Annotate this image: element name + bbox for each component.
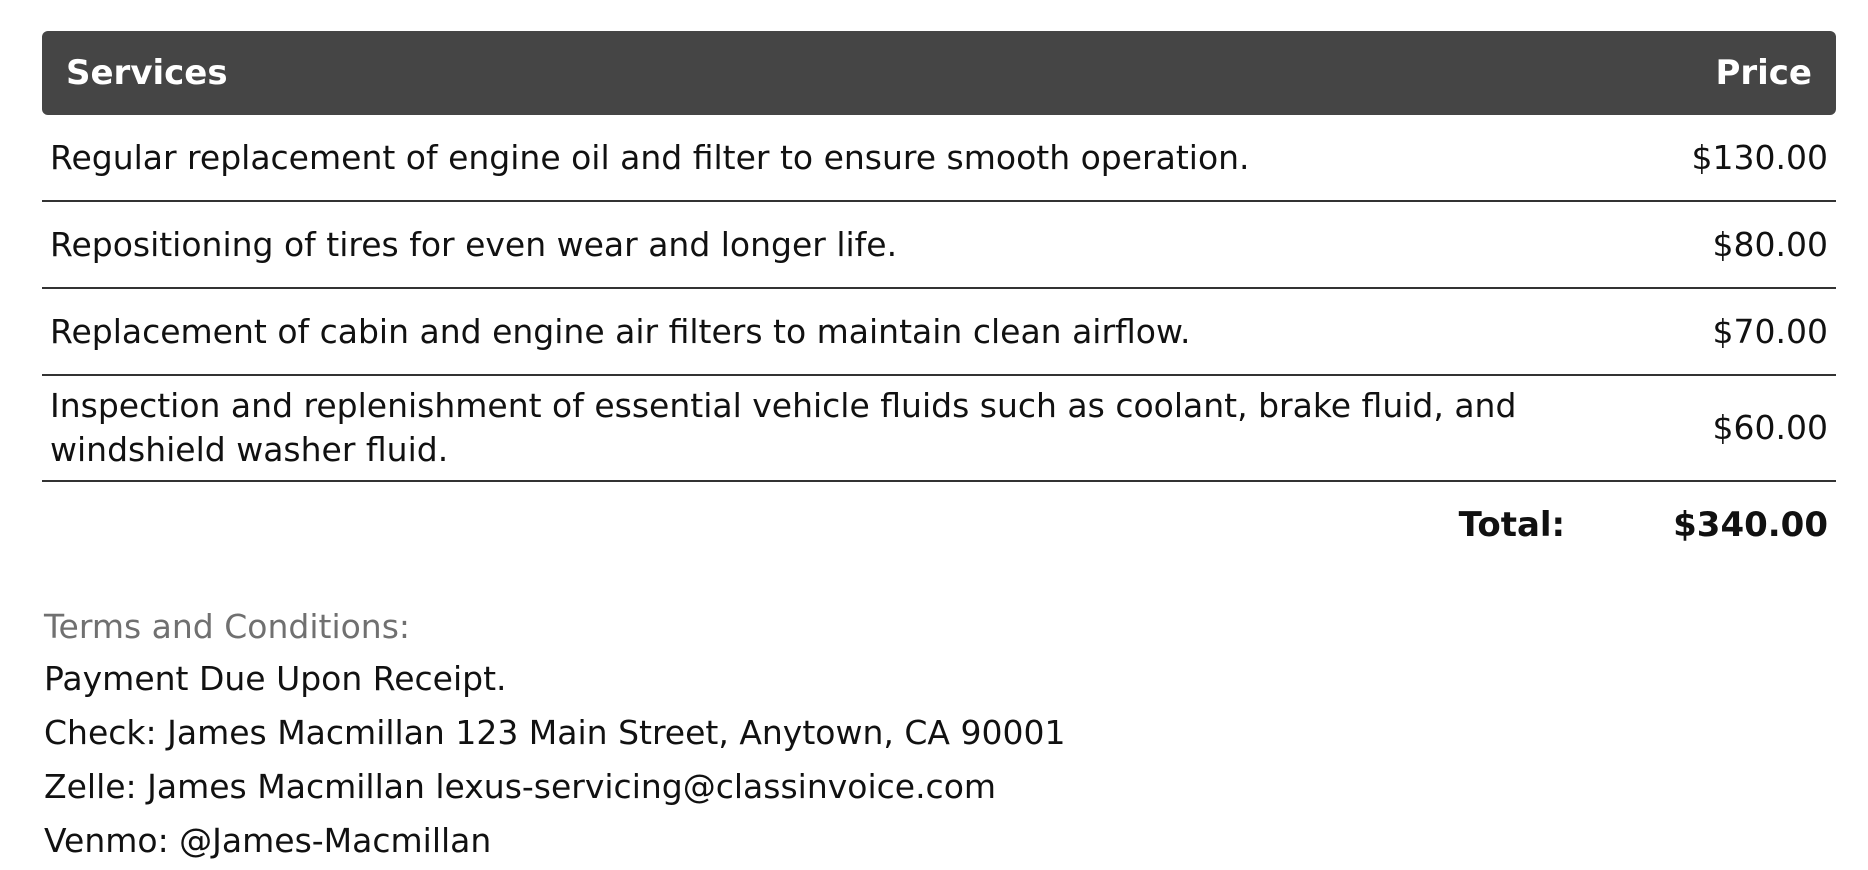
terms-section — [44, 602, 1065, 868]
service-description: Replacement of cabin and engine air filters to maintain clean airflow. — [50, 311, 1191, 351]
service-description: Repositioning of tires for even wear and longer life. — [50, 224, 898, 264]
services-column-header: Services — [66, 53, 228, 93]
terms-heading: Terms and Conditions: — [44, 607, 411, 646]
table-row — [42, 289, 1836, 376]
services-table — [42, 31, 1836, 567]
terms-check-info: Check: James Macmillan 123 Main Street, Anytown, CA 90001 — [44, 713, 1066, 752]
total-value: $340.00 — [1673, 504, 1828, 545]
table-row — [42, 202, 1836, 289]
service-description: Regular replacement of engine oil and filter to ensure smooth operation. — [50, 137, 1250, 177]
service-price: $60.00 — [1712, 408, 1828, 447]
table-header — [42, 31, 1836, 115]
table-row — [42, 115, 1836, 202]
total-row — [42, 482, 1836, 567]
service-price: $130.00 — [1691, 137, 1828, 177]
table-row — [42, 376, 1836, 482]
service-description: Inspection and replenishment of essential vehicle fluids such as coolant, brake fluid, and windshield washer fluid. — [50, 386, 1517, 469]
terms-venmo-info: Venmo: @James-Macmillan — [44, 821, 492, 860]
total-label: Total: — [1458, 504, 1566, 545]
service-price: $70.00 — [1712, 311, 1828, 351]
price-column-header: Price — [1715, 53, 1812, 93]
terms-payment-due: Payment Due Upon Receipt. — [44, 659, 507, 698]
service-price: $80.00 — [1712, 224, 1828, 264]
terms-zelle-info: Zelle: James Macmillan lexus-servicing@classinvoice.com — [44, 767, 997, 806]
